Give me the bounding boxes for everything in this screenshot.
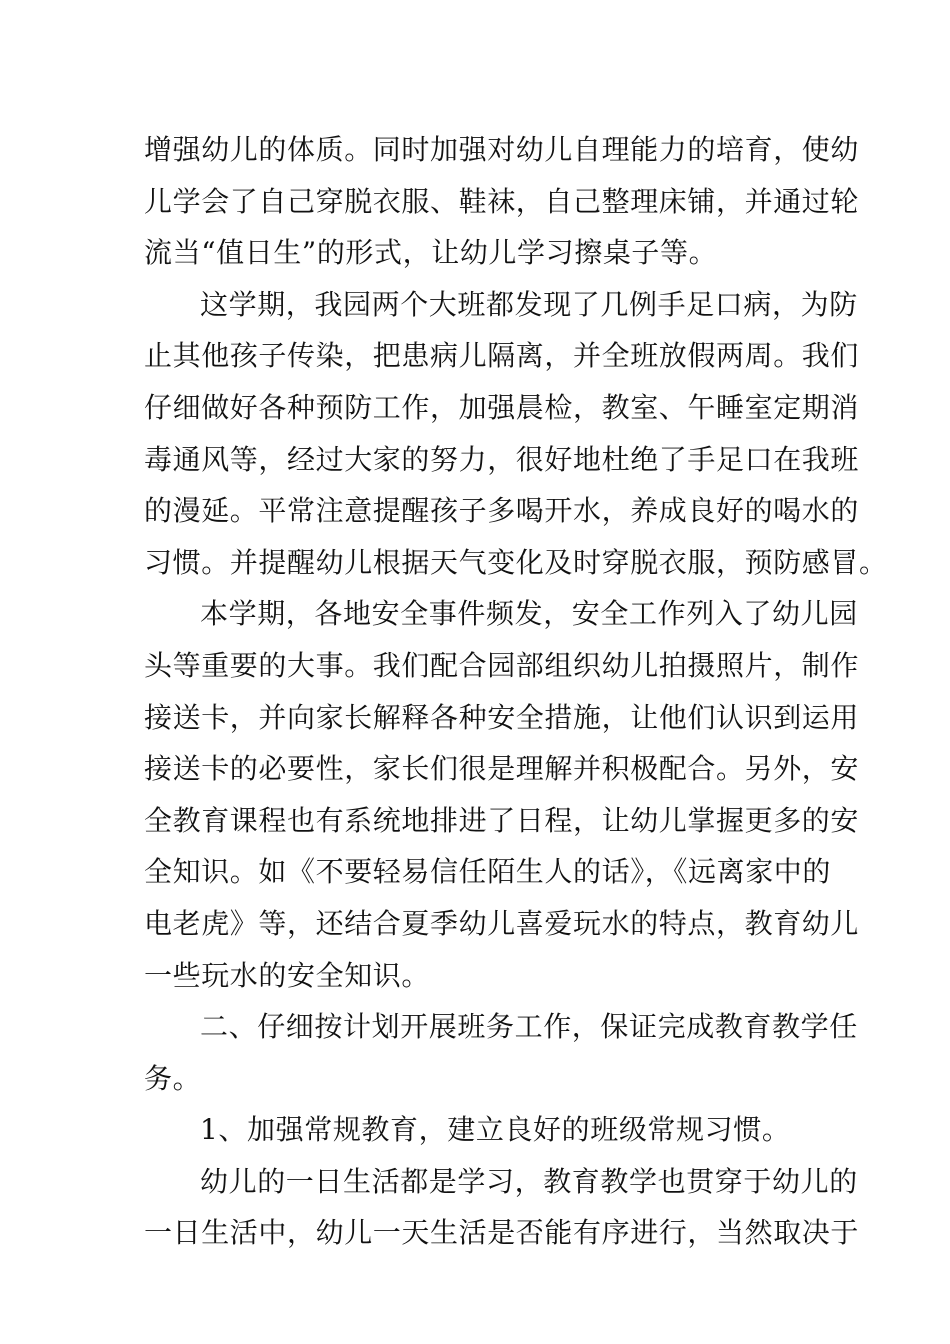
text-line: 毒通风等，经过大家的努力，很好地杜绝了手足口在我班 — [144, 442, 860, 476]
text-line: 止其他孩子传染，把患病儿隔离，并全班放假两周。我们 — [144, 339, 860, 373]
text-line: 头等重要的大事。我们配合园部组织幼儿拍摄照片，制作 — [144, 648, 860, 682]
text-line: 仔细做好各种预防工作，加强晨检，教室、午睡室定期消 — [144, 390, 860, 424]
text-line: 流当“值日生”的形式，让幼儿学习擦桌子等。 — [144, 236, 718, 270]
text-line: 电老虎》等，还结合夏季幼儿喜爱玩水的特点，教育幼儿 — [144, 906, 860, 940]
body-text — [144, 124, 888, 1259]
text-line: 一些玩水的安全知识。 — [144, 958, 431, 992]
text-line: 这学期，我园两个大班都发现了几例手足口病，为防 — [200, 287, 858, 321]
text-line: 全教育课程也有系统地排进了日程，让幼儿掌握更多的安 — [144, 803, 860, 837]
text-line: 一日生活中，幼儿一天生活是否能有序进行，当然取决于 — [144, 1216, 860, 1250]
text-line: 接送卡，并向家长解释各种安全措施，让他们认识到运用 — [144, 700, 860, 734]
text-line: 儿学会了自己穿脱衣服、鞋袜，自己整理床铺，并通过轮 — [144, 184, 860, 218]
text-line: 务。 — [144, 1061, 202, 1095]
text-line: 接送卡的必要性，家长们很是理解并积极配合。另外，安 — [144, 752, 860, 786]
text-line: 全知识。如《不要轻易信任陌生人的话》，《远离家中的 — [144, 855, 832, 889]
text-line: 习惯。并提醒幼儿根据天气变化及时穿脱衣服，预防感冒。 — [144, 545, 888, 579]
text-line: 幼儿的一日生活都是学习，教育教学也贯穿于幼儿的 — [200, 1164, 858, 1198]
text-line: 二、仔细按计划开展班务工作，保证完成教育教学任 — [200, 1010, 858, 1044]
text-line: 1、加强常规教育，建立良好的班级常规习惯。 — [200, 1113, 791, 1147]
text-line: 的漫延。平常注意提醒孩子多喝开水，养成良好的喝水的 — [144, 494, 860, 528]
text-line: 本学期，各地安全事件频发，安全工作列入了幼儿园 — [200, 597, 858, 631]
text-line: 增强幼儿的体质。同时加强对幼儿自理能力的培育，使幼 — [144, 133, 860, 166]
